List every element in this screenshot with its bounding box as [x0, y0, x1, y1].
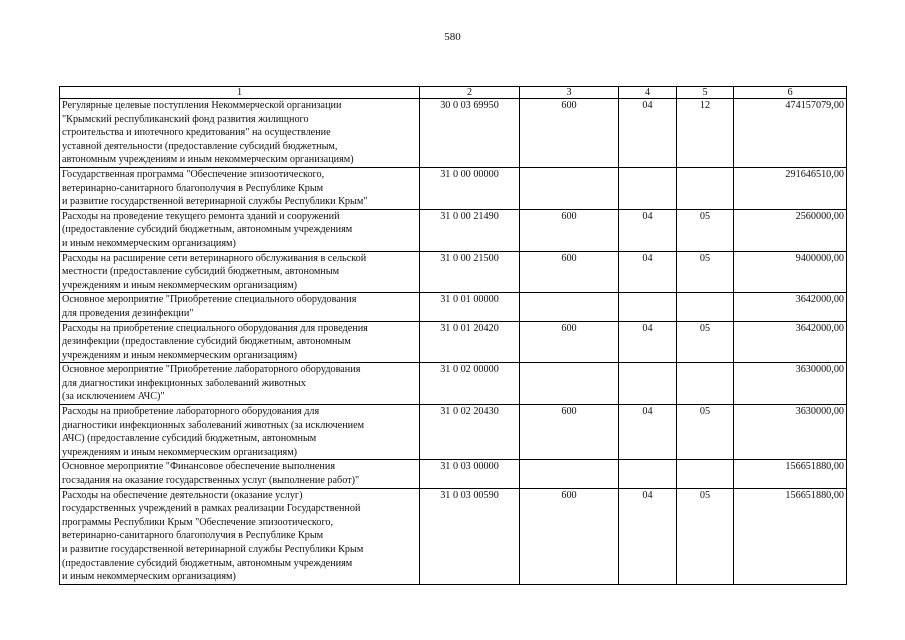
row-pr: 05 — [677, 488, 734, 584]
row-pr — [677, 293, 734, 321]
table-row — [60, 209, 847, 251]
row-name: Государственная программа "Обеспечение эпизоотического, ветеринарно-санитарного благополучия в Республике Крым и развитие государственной ветеринарной службы Республики Крым" — [60, 167, 420, 209]
row-amount: 9400000,00 — [734, 251, 847, 293]
row-rz — [619, 167, 677, 209]
column-header: 1 — [60, 87, 420, 99]
row-vr — [520, 460, 619, 488]
row-rz: 04 — [619, 209, 677, 251]
row-name: Основное мероприятие "Финансовое обеспечение выполнения госзадания на оказание государственных услуг (выполнение работ)" — [60, 460, 420, 488]
row-amount: 474157079,00 — [734, 99, 847, 168]
table-row — [60, 167, 847, 209]
column-header: 2 — [420, 87, 520, 99]
row-name: Расходы на расширение сети ветеринарного обслуживания в сельской местности (предоставление субсидий бюджетным, автономным учреждениям и иным некоммерческим организациям) — [60, 251, 420, 293]
column-header: 6 — [734, 87, 847, 99]
table-row — [60, 251, 847, 293]
row-amount: 3630000,00 — [734, 363, 847, 405]
row-vr: 600 — [520, 488, 619, 584]
row-amount: 3642000,00 — [734, 321, 847, 363]
row-pr: 05 — [677, 209, 734, 251]
column-header: 4 — [619, 87, 677, 99]
row-name: Регулярные целевые поступления Некоммерческой организации "Крымский республиканский фонд развития жилищного строительства и ипотечного кредитования" на осуществление уставной деятельности (предоставление субсидий бюджетным, автономным учреждениям и иным некоммерческим организациям) — [60, 99, 420, 168]
row-rz: 04 — [619, 321, 677, 363]
row-code: 31 0 02 20430 — [420, 405, 520, 460]
row-amount: 2560000,00 — [734, 209, 847, 251]
row-amount: 3642000,00 — [734, 293, 847, 321]
row-code: 31 0 02 00000 — [420, 363, 520, 405]
table-row — [60, 321, 847, 363]
row-rz: 04 — [619, 488, 677, 584]
row-name: Расходы на приобретение лабораторного оборудования для диагностики инфекционных заболеваний животных (за исключением АЧС) (предоставление субсидий бюджетным, автономным учреждениям и иным некоммерческим организациям) — [60, 405, 420, 460]
row-pr — [677, 167, 734, 209]
column-header: 5 — [677, 87, 734, 99]
row-vr: 600 — [520, 99, 619, 168]
row-name: Основное мероприятие "Приобретение лабораторного оборудования для диагностики инфекционных заболеваний животных (за исключением АЧС)" — [60, 363, 420, 405]
row-code: 31 0 00 00000 — [420, 167, 520, 209]
budget-table — [59, 86, 847, 585]
row-code: 31 0 00 21500 — [420, 251, 520, 293]
row-pr — [677, 363, 734, 405]
row-rz: 04 — [619, 405, 677, 460]
column-header: 3 — [520, 87, 619, 99]
row-code: 31 0 03 00000 — [420, 460, 520, 488]
row-code: 31 0 01 00000 — [420, 293, 520, 321]
row-name: Расходы на приобретение специального оборудования для проведения дезинфекции (предоставление субсидий бюджетным, автономным учреждениям и иным некоммерческим организациям) — [60, 321, 420, 363]
row-pr: 12 — [677, 99, 734, 168]
row-code: 31 0 01 20420 — [420, 321, 520, 363]
row-vr: 600 — [520, 321, 619, 363]
row-code: 31 0 00 21490 — [420, 209, 520, 251]
page-number: 580 — [444, 31, 461, 43]
row-name: Расходы на проведение текущего ремонта зданий и сооружений (предоставление субсидий бюджетным, автономным учреждениям и иным некоммерческим организациям) — [60, 209, 420, 251]
table-row — [60, 405, 847, 460]
row-rz — [619, 293, 677, 321]
row-code: 31 0 03 00590 — [420, 488, 520, 584]
row-vr — [520, 363, 619, 405]
header-row — [60, 87, 847, 99]
row-pr: 05 — [677, 405, 734, 460]
row-name: Расходы на обеспечение деятельности (оказание услуг) государственных учреждений в рамках реализации Государственной программы Республики Крым "Обеспечение эпизоотического, ветеринарно-санитарного благополучия в Республике Крым и развитие государственной ветеринарной службы Республики Крым (предоставление субсидий бюджетным, автономным учреждениям и иным некоммерческим организациям) — [60, 488, 420, 584]
row-amount: 3630000,00 — [734, 405, 847, 460]
row-vr — [520, 293, 619, 321]
row-code: 30 0 03 69950 — [420, 99, 520, 168]
row-rz: 04 — [619, 251, 677, 293]
table-row — [60, 460, 847, 488]
row-rz — [619, 460, 677, 488]
row-vr: 600 — [520, 209, 619, 251]
row-pr: 05 — [677, 251, 734, 293]
row-name: Основное мероприятие "Приобретение специального оборудования для проведения дезинфекции" — [60, 293, 420, 321]
row-pr: 05 — [677, 321, 734, 363]
row-rz: 04 — [619, 99, 677, 168]
row-pr — [677, 460, 734, 488]
table-row — [60, 363, 847, 405]
row-vr — [520, 167, 619, 209]
table-row — [60, 293, 847, 321]
table-row — [60, 488, 847, 584]
table-row — [60, 99, 847, 168]
row-vr: 600 — [520, 405, 619, 460]
row-rz — [619, 363, 677, 405]
row-vr: 600 — [520, 251, 619, 293]
row-amount: 156651880,00 — [734, 460, 847, 488]
row-amount: 291646510,00 — [734, 167, 847, 209]
row-amount: 156651880,00 — [734, 488, 847, 584]
